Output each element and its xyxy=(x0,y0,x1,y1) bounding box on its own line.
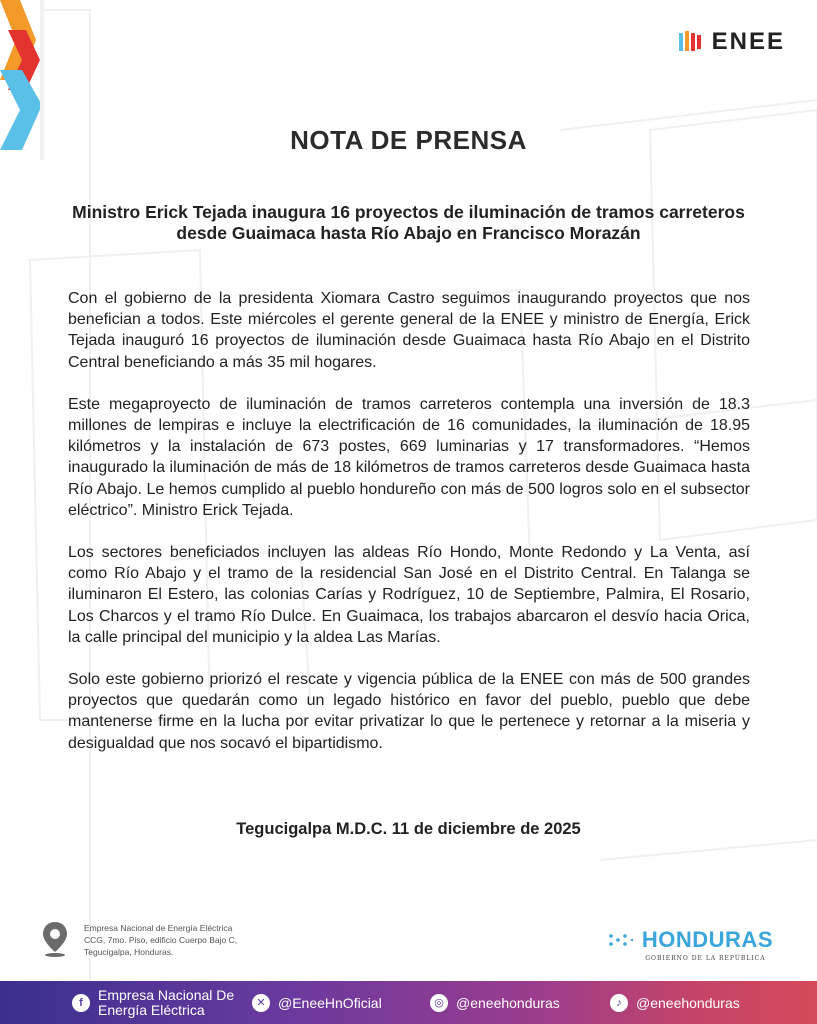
logo-text: ENEE xyxy=(711,28,785,55)
paragraph: Con el gobierno de la presidenta Xiomara Castro seguimos inaugurando proyectos que nos benefician a todos. Este miércoles el gerente general de la ENEE y ministro de Energía, Erick Tejada inauguró 16 proyectos de iluminación desde Guaimaca hasta Río Abajo en el Distrito Central beneficiando a más 35 mil hogares. xyxy=(68,290,750,371)
facebook-icon: f xyxy=(72,994,90,1012)
social-footer xyxy=(0,981,817,1024)
address-line: Tegucigalpa, Honduras. xyxy=(84,947,174,957)
x-handle: @EneeHnOficial xyxy=(278,994,382,1011)
address-line: Empresa Nacional de Energía Eléctrica xyxy=(84,923,233,933)
article-body xyxy=(68,288,750,775)
page-title: NOTA DE PRENSA xyxy=(290,125,527,155)
tiktok-link[interactable] xyxy=(610,981,740,1024)
address-block xyxy=(40,920,237,958)
honduras-brand xyxy=(608,927,773,962)
instagram-link[interactable] xyxy=(430,981,560,1024)
address-line: CCG, 7mo. Piso, edificio Cuerpo Bajo C, xyxy=(84,935,238,945)
stars-icon xyxy=(608,932,636,948)
enee-logo xyxy=(678,28,785,56)
address-text xyxy=(84,920,237,958)
honduras-text: HONDURAS xyxy=(641,927,773,952)
facebook-label xyxy=(98,988,234,1018)
honduras-subtitle: GOBIERNO DE LA REPÚBLICA xyxy=(645,955,766,962)
tiktok-handle: @eneehonduras xyxy=(636,994,740,1011)
location-pin-icon xyxy=(40,920,70,958)
facebook-label-line: Empresa Nacional De xyxy=(98,986,235,1003)
instagram-handle: @eneehonduras xyxy=(456,994,560,1011)
instagram-icon: ◎ xyxy=(430,994,448,1012)
enee-logo-icon xyxy=(678,29,704,55)
headline: Ministro Erick Tejada inaugura 16 proyectos de iluminación de tramos carreteros desde Guaimaca hasta Río Abajo en Francisco Morazán xyxy=(72,202,745,243)
x-icon: ✕ xyxy=(252,994,270,1012)
paragraph: Solo este gobierno priorizó el rescate y vigencia pública de la ENEE con más de 500 grandes proyectos que quedarán como un legado histórico en favor del pueblo, pueblo que debe mantenerse firme en la lucha por evitar privatizar lo que le pertenece y retornar a la miseria y desigualdad que nos socavó el bipartidismo. xyxy=(68,671,750,752)
place-date: Tegucigalpa M.D.C. 11 de diciembre de 2025 xyxy=(236,820,581,838)
x-link[interactable] xyxy=(252,981,382,1024)
paragraph: Este megaproyecto de iluminación de tramos carreteros contempla una inversión de 18.3 millones de lempiras e incluye la electrificación de 16 comunidades, la iluminación de 18.95 kilómetros y la instalación de 673 postes, 669 luminarias y 17 transformadores. “Hemos inaugurado la iluminación de más de 18 kilómetros de tramos carreteros desde Guaimaca hasta Río Abajo. Le hemos cumplido al pueblo hondureño con más de 500 logros solo en el subsector eléctrico”. Ministro Erick Tejada. xyxy=(68,395,750,519)
facebook-label-line: Energía Eléctrica xyxy=(98,1001,205,1018)
facebook-link[interactable] xyxy=(72,981,234,1024)
paragraph: Los sectores beneficiados incluyen las aldeas Río Hondo, Monte Redondo y La Venta, así como Río Abajo y el tramo de la residencial San José en el Distrito Central. En Talanga se iluminaron El Estero, las colonias Carías y Rodríguez, 10 de Septiembre, Palmira, El Rosario, Los Charcos y el tramo Río Dulce. En Guaimaca, los trabajos abarcaron el desvío hacia Orica, la calle principal del municipio y la aldea Las Marías. xyxy=(68,544,750,646)
tiktok-icon: ♪ xyxy=(610,994,628,1012)
